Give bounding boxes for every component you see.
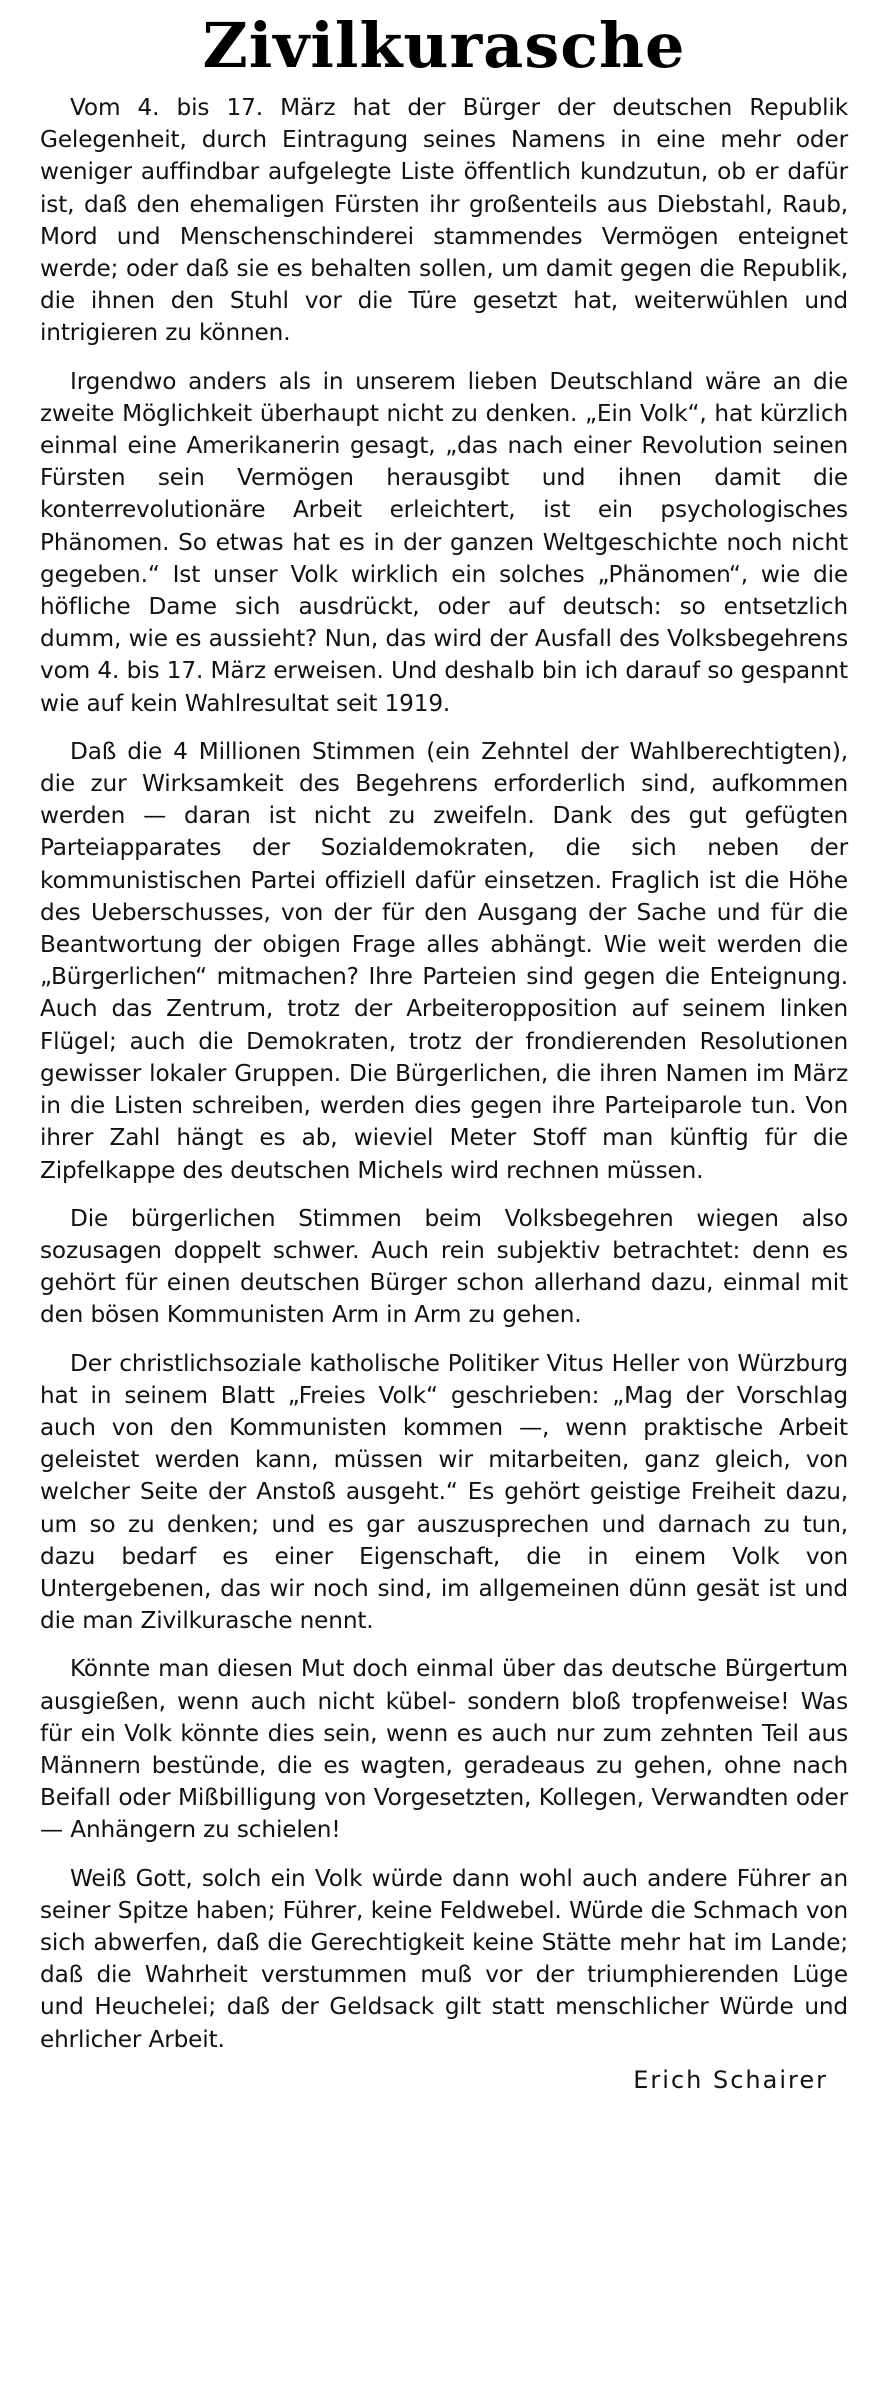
paragraph-2: Irgendwo anders als in unserem lieben Deutschland wäre an die zweite Möglichkeit überhaupt nicht zu denken. „Ein Volk“, hat kürzlich einmal eine Amerikanerin gesagt, „das nach einer Revolution seinen Fürsten sein Vermögen herausgibt und ihnen damit die konterrevolutionäre Arbeit erleichtert, ist ein psychologisches Phänomen. So etwas hat es in der ganzen Weltgeschichte noch nicht gegeben.“ Ist unser Volk wirklich ein solches „Phänomen“, wie die höfliche Dame sich ausdrückt, oder auf deutsch: so entsetzlich dumm, wie es aussieht? Nun, das wird der Ausfall des Volksbegehrens vom 4. bis 17. März erweisen. Und deshalb bin ich darauf so gespannt wie auf kein Wahlresultat seit 1919.: [40, 367, 848, 717]
paragraph-3: Daß die 4 Millionen Stimmen (ein Zehntel der Wahlberechtigten), die zur Wirksamkeit des Begehrens erforderlich sind, aufkommen werden — daran ist nicht zu zweifeln. Dank des gut gefügten Parteiapparates der Sozialdemokraten, die sich neben der kommunistischen Partei offiziell dafür einsetzen. Fraglich ist die Höhe des Ueberschusses, von der für den Ausgang der Sache und für die Beantwortung der obigen Frage alles abhängt. Wie weit werden die „Bürgerlichen“ mitmachen? Ihre Parteien sind gegen die Enteignung. Auch das Zentrum, trotz der Arbeiteropposition auf seinem linken Flügel; auch die Demokraten, trotz der frondierenden Resolutionen gewisser lokaler Gruppen. Die Bürgerlichen, die ihren Namen im März in die Listen schreiben, werden dies gegen ihre Parteiparole tun. Von ihrer Zahl hängt es ab, wieviel Meter Stoff man künftig für die Zipfelkappe des deutschen Michels wird rechnen müssen.: [40, 737, 848, 1184]
author-signature: Erich Schairer: [633, 2065, 828, 2094]
paragraph-5: Der christlichsoziale katholische Politiker Vitus Heller von Würzburg hat in seinem Blatt „Freies Volk“ geschrieben: „Mag der Vorschlag auch von den Kommunisten kommen —, wenn praktische Arbeit geleistet werden kann, müssen wir mitarbeiten, ganz gleich, von welcher Seite der Anstoß ausgeht.“ Es gehört geistige Freiheit dazu, um so zu denken; und es gar auszusprechen und darnach zu tun, dazu bedarf es einer Eigenschaft, die in einem Volk von Untergebenen, das wir noch sind, im allgemeinen dünn gesät ist und die man Zivilkurasche nennt.: [40, 1349, 848, 1635]
article-title: Zivilkurasche: [202, 9, 686, 82]
paragraph-1: Vom 4. bis 17. März hat der Bürger der deutschen Republik Gelegenheit, durch Eintragung seines Namens in eine mehr oder weniger auffindbar aufgelegte Liste öffentlich kundzutun, ob er dafür ist, daß den ehemaligen Fürsten ihr großenteils aus Diebstahl, Raub, Mord und Menschenschinderei stammendes Vermögen enteignet werde; oder daß sie es behalten sollen, um damit gegen die Republik, die ihnen den Stuhl vor die Türe gesetzt hat, weiterwühlen und intrigieren zu können.: [40, 94, 848, 347]
paragraph-6: Könnte man diesen Mut doch einmal über das deutsche Bürgertum ausgießen, wenn auch nicht kübel- sondern bloß tropfenweise! Was für ein Volk könnte dies sein, wenn es auch nur zum zehnten Teil aus Männern bestünde, die es wagten, geradeaus zu gehen, ohne nach Beifall oder Mißbilligung von Vorgesetzten, Kollegen, Verwandten oder — Anhängern zu schielen!: [40, 1655, 848, 1844]
paragraph-7: Weiß Gott, solch ein Volk würde dann wohl auch andere Führer an seiner Spitze haben; Führer, keine Feldwebel. Würde die Schmach von sich abwerfen, daß die Gerechtigkeit keine Stätte mehr hat im Lande; daß die Wahrheit verstummen muß vor der triumphierenden Lüge und Heuchelei; daß der Geldsack gilt statt menschlicher Würde und ehrlicher Arbeit.: [40, 1864, 848, 2053]
paragraph-4: Die bürgerlichen Stimmen beim Volksbegehren wiegen also sozusagen doppelt schwer. Auch rein subjektiv betrachtet: denn es gehört für einen deutschen Bürger schon allerhand dazu, einmal mit den bösen Kommunisten Arm in Arm zu gehen.: [40, 1204, 848, 1329]
